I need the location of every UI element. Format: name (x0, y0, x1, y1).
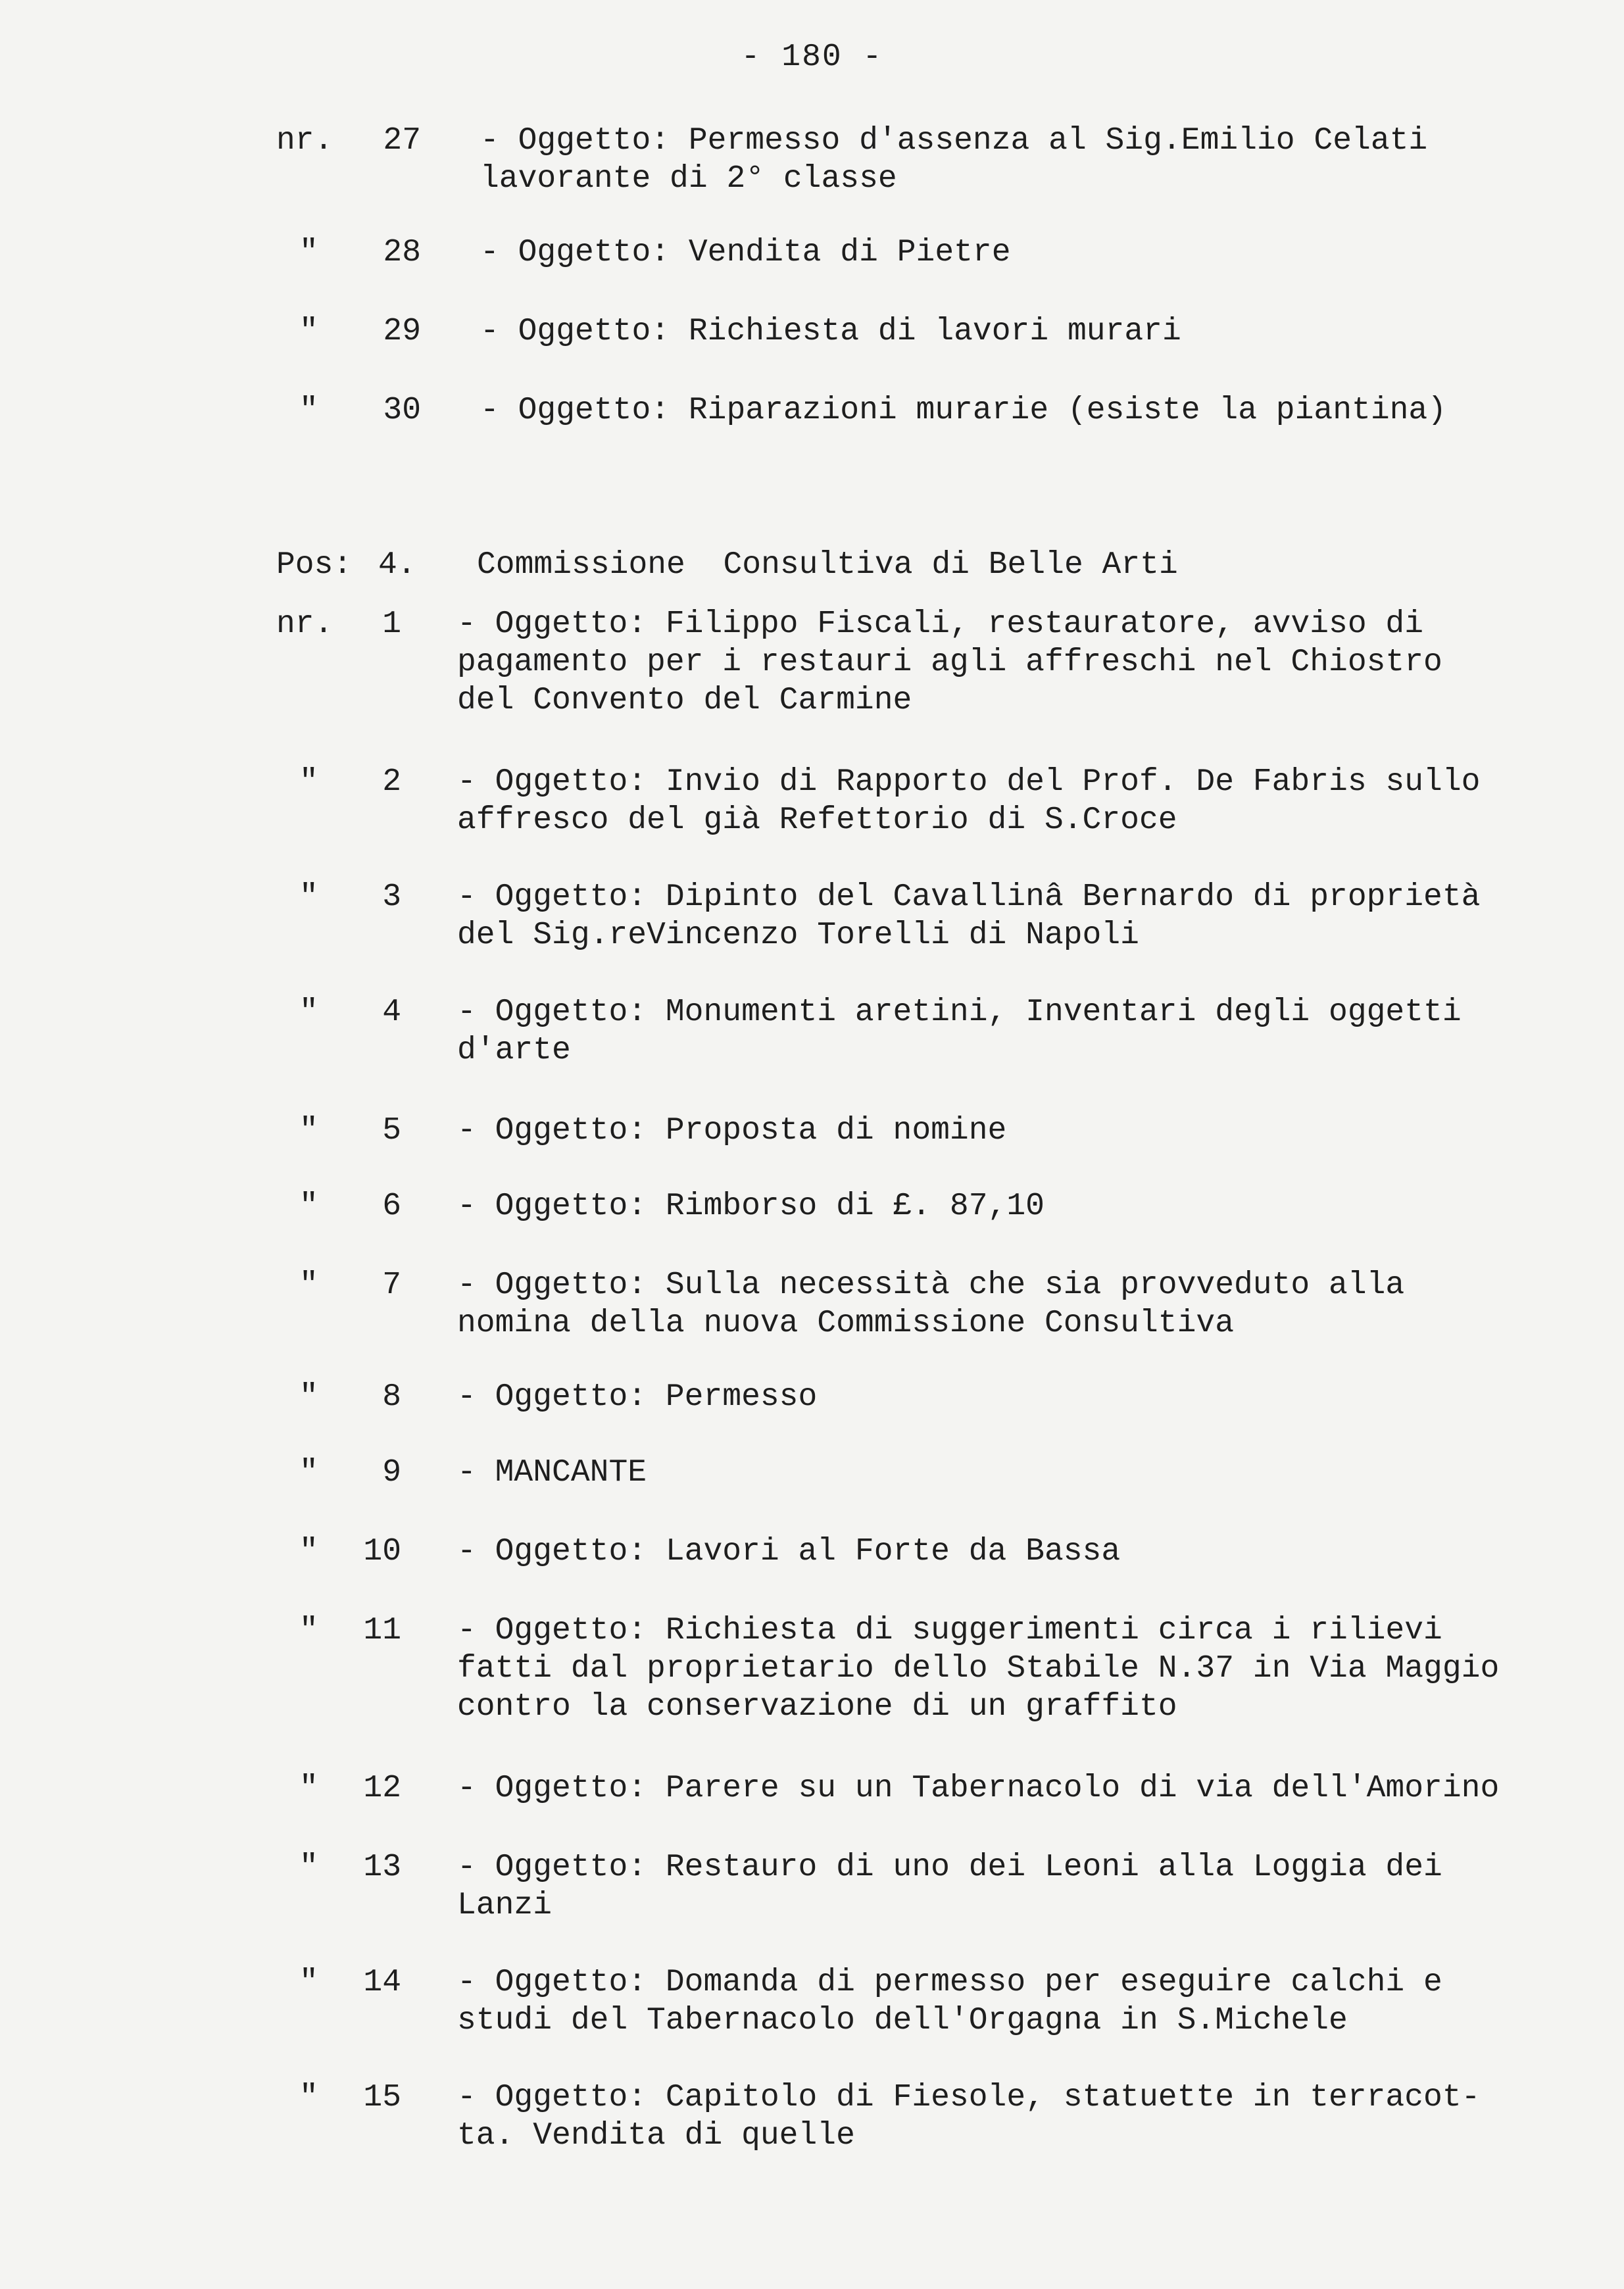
ditto-mark: " (299, 1268, 318, 1303)
entry-number: 7 (382, 1268, 401, 1303)
list-item (0, 1266, 1624, 1342)
entry-subject: - Oggetto: Domanda di permesso per eseguire calchi e (457, 1965, 1442, 2000)
list-item (0, 391, 1624, 430)
entry-number: 8 (382, 1379, 401, 1415)
entry-subject-continuation: Lanzi (457, 1888, 553, 1923)
ditto-mark: " (299, 2080, 318, 2115)
ditto-mark: " (299, 995, 318, 1030)
list-item (0, 1848, 1624, 1925)
ditto-mark: " (299, 1113, 318, 1148)
entry-number: 15 (363, 2080, 401, 2115)
entry-subject: - Oggetto: Restauro di uno dei Leoni alla Loggia dei (457, 1850, 1442, 1885)
list-item (0, 1612, 1624, 1726)
entry-number: 5 (382, 1113, 401, 1148)
ditto-mark: " (299, 1771, 318, 1806)
entry-subject: - Oggetto: Monumenti aretini, Inventari degli oggetti (457, 995, 1462, 1030)
entry-subject: - Oggetto: Permesso d'assenza al Sig.Emilio Celati (480, 123, 1428, 159)
entry-subject: - MANCANTE (457, 1455, 647, 1490)
entry-number: 10 (363, 1534, 401, 1569)
entry-number: 4 (382, 995, 401, 1030)
page-number: - 180 - (741, 39, 883, 75)
entry-subject: - Oggetto: Permesso (457, 1379, 818, 1415)
list-item (0, 1378, 1624, 1416)
entry-subject: - Oggetto: Vendita di Pietre (480, 235, 1011, 270)
entry-subject-continuation: affresco del già Refettorio di S.Croce (457, 802, 1177, 838)
section-prefix: Pos: (276, 547, 353, 583)
entry-subject: - Oggetto: Filippo Fiscali, restauratore, avviso di (457, 606, 1424, 642)
list-item (0, 1963, 1624, 2040)
list-item (0, 234, 1624, 272)
entry-subject: - Oggetto: Riparazioni murarie (esiste la piantina) (480, 393, 1447, 428)
list-item (0, 878, 1624, 954)
entry-subject: - Oggetto: Proposta di nomine (457, 1113, 1007, 1148)
section-title: Commissione Consultiva di Belle Arti (477, 547, 1178, 583)
entry-number: 13 (363, 1850, 401, 1885)
ditto-mark: " (299, 1455, 318, 1490)
ditto-mark: " (299, 1189, 318, 1224)
entry-subject-continuation: contro la conservazione di un graffito (457, 1689, 1177, 1725)
entry-subject: - Oggetto: Rimborso di £. 87,10 (457, 1189, 1045, 1224)
entry-number: 6 (382, 1189, 401, 1224)
entry-subject: - Oggetto: Richiesta di suggerimenti circa i rilievi (457, 1613, 1442, 1648)
ditto-mark: " (299, 1534, 318, 1569)
entry-subject-continuation: ta. Vendita di quelle (457, 2118, 855, 2154)
entry-number: 29 (383, 314, 421, 349)
entry-subject: - Oggetto: Invio di Rapporto del Prof. De Fabris sullo (457, 764, 1481, 800)
entry-number: 3 (382, 879, 401, 915)
entry-subject-continuation: del Convento del Carmine (457, 683, 912, 718)
entry-subject-continuation: fatti dal proprietario dello Stabile N.37 in Via Maggio (457, 1651, 1500, 1686)
entry-subject-continuation: studi del Tabernacolo dell'Orgagna in S.Michele (457, 2003, 1348, 2038)
entry-subject: - Oggetto: Capitolo di Fiesole, statuette in terracot- (457, 2080, 1481, 2115)
list-item (0, 1533, 1624, 1571)
ditto-mark: " (299, 764, 318, 800)
entry-number: 30 (383, 393, 421, 428)
entry-subject-continuation: d'arte (457, 1033, 571, 1068)
entry-number: 11 (363, 1613, 401, 1648)
entry-number: 1 (382, 606, 401, 642)
ditto-mark: " (299, 314, 318, 349)
list-item (0, 1454, 1624, 1492)
list-item (0, 1769, 1624, 1808)
entry-subject: - Oggetto: Lavori al Forte da Bassa (457, 1534, 1121, 1569)
ditto-mark: " (299, 235, 318, 270)
list-item (0, 993, 1624, 1070)
entry-subject-continuation: del Sig.reVincenzo Torelli di Napoli (457, 918, 1139, 953)
entry-number: 9 (382, 1455, 401, 1490)
list-item (0, 1112, 1624, 1150)
list-item (0, 605, 1624, 720)
entry-subject-continuation: pagamento per i restauri agli affreschi nel Chiostro (457, 645, 1442, 680)
entry-number: 12 (363, 1771, 401, 1806)
ditto-mark: " (299, 1613, 318, 1648)
entry-number: 2 (382, 764, 401, 800)
entry-subject: - Oggetto: Richiesta di lavori murari (480, 314, 1181, 349)
entry-subject: - Oggetto: Parere su un Tabernacolo di via dell'Amorino (457, 1771, 1500, 1806)
list-item (0, 2079, 1624, 2155)
ditto-mark: " (299, 1965, 318, 2000)
entry-number: 27 (383, 123, 421, 159)
ditto-mark: " (299, 393, 318, 428)
entry-subject-continuation: lavorante di 2° classe (480, 161, 897, 197)
entry-subject: - Oggetto: Dipinto del Cavallinâ Bernardo di proprietà (457, 879, 1481, 915)
entry-prefix: nr. (276, 123, 333, 159)
entry-number: 28 (383, 235, 421, 270)
section-number: 4. (378, 547, 416, 583)
ditto-mark: " (299, 879, 318, 915)
list-item (0, 122, 1624, 198)
list-item (0, 763, 1624, 839)
entry-prefix: nr. (276, 606, 333, 642)
entry-subject-continuation: nomina della nuova Commissione Consultiva (457, 1306, 1234, 1341)
ditto-mark: " (299, 1850, 318, 1885)
list-item (0, 1187, 1624, 1225)
entry-number: 14 (363, 1965, 401, 2000)
list-item (0, 312, 1624, 351)
ditto-mark: " (299, 1379, 318, 1415)
entry-subject: - Oggetto: Sulla necessità che sia provveduto alla (457, 1268, 1405, 1303)
